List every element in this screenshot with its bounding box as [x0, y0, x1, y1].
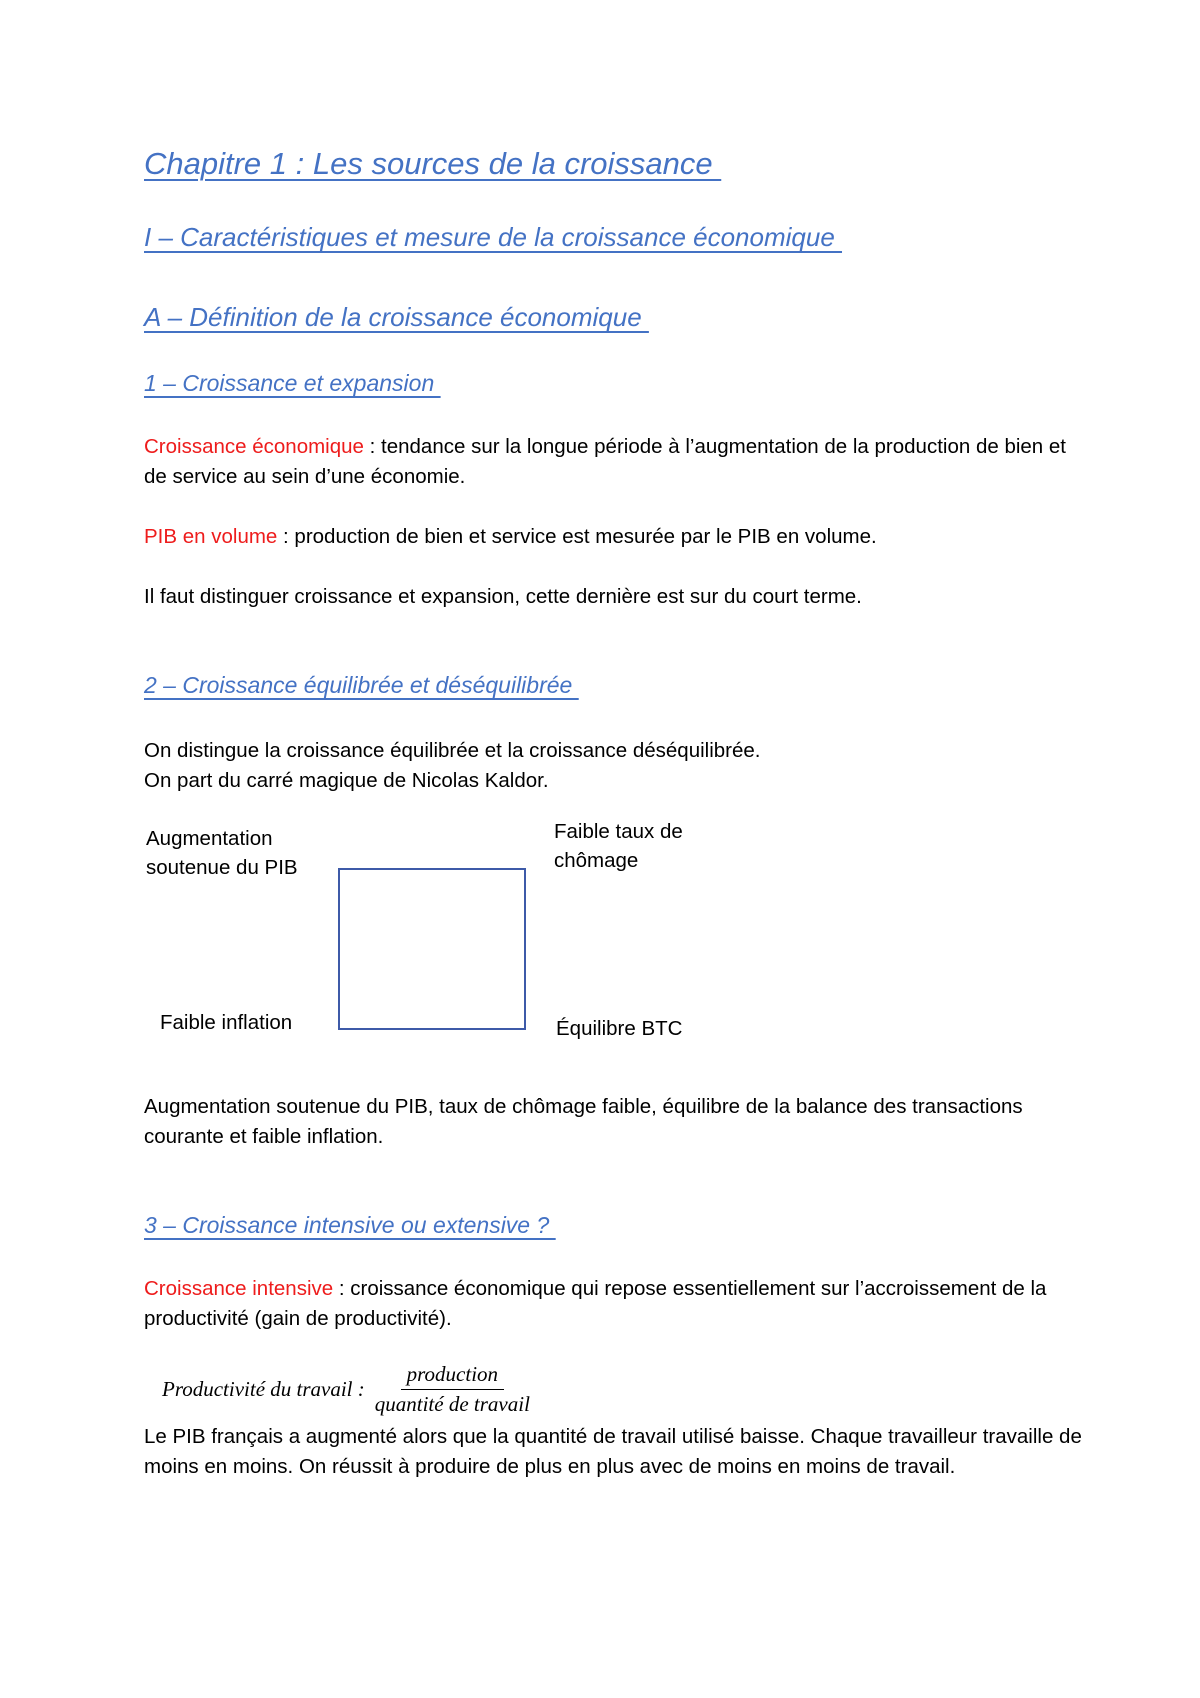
paragraph-line: On part du carré magique de Nicolas Kaldor.: [144, 769, 549, 792]
paragraph-line: On distingue la croissance équilibrée et la croissance déséquilibrée.: [144, 739, 761, 762]
definition-text: : tendance sur la longue période à l’augmentation de la production de bien et de service au sein d’une économie.: [144, 435, 1066, 488]
definition-text: : croissance économique qui repose essentiellement sur l’accroissement de la productivité (gain de productivité).: [144, 1277, 1047, 1330]
part-a-heading: A – Définition de la croissance économique: [144, 302, 649, 332]
formula-denominator: quantité de travail: [374, 1392, 530, 1416]
formula-lhs: Productivité du travail :: [162, 1377, 365, 1401]
paragraph-summary: Augmentation soutenue du PIB, taux de chômage faible, équilibre de la balance des transactions courante et faible inflation.: [144, 1095, 1023, 1148]
label-augmentation-line2: soutenue du PIB: [146, 856, 298, 879]
label-equilibre-btc: Équilibre BTC: [556, 1017, 683, 1040]
section-2-heading: 2 – Croissance équilibrée et déséquilibrée: [144, 672, 579, 698]
part-i-heading: I – Caractéristiques et mesure de la croissance économique: [144, 222, 843, 252]
paragraph-pib-francais: Le PIB français a augmenté alors que la quantité de travail utilisé baisse. Chaque travailleur travaille de moins en moins. On réussit à produire de plus en plus avec de moins en moins de travail.: [144, 1425, 1082, 1478]
label-augmentation-line1: Augmentation: [146, 827, 273, 850]
definition-pib-en-volume: [144, 522, 1084, 552]
magic-square-shape: [338, 868, 526, 1030]
definition-croissance-intensive: [144, 1274, 1084, 1334]
paragraph-expansion: Il faut distinguer croissance et expansion, cette dernière est sur du court terme.: [144, 585, 862, 608]
section-3-heading: 3 – Croissance intensive ou extensive ?: [144, 1212, 556, 1238]
label-chomage-line1: Faible taux de: [554, 820, 683, 843]
definition-term: PIB en volume: [144, 525, 278, 548]
label-chomage-line2: chômage: [554, 849, 639, 872]
section-1-heading: 1 – Croissance et expansion: [144, 370, 441, 396]
definition-term: Croissance intensive: [144, 1277, 334, 1300]
definition-text: : production de bien et service est mesurée par le PIB en volume.: [277, 525, 877, 548]
definition-croissance-economique: [144, 432, 1084, 492]
formula-numerator: production: [401, 1362, 504, 1390]
formula-fraction: [369, 1362, 536, 1417]
label-faible-inflation: Faible inflation: [160, 1011, 293, 1034]
productivity-formula: [162, 1362, 536, 1417]
definition-term: Croissance économique: [144, 435, 364, 458]
chapter-title: Chapitre 1 : Les sources de la croissance: [144, 146, 722, 181]
